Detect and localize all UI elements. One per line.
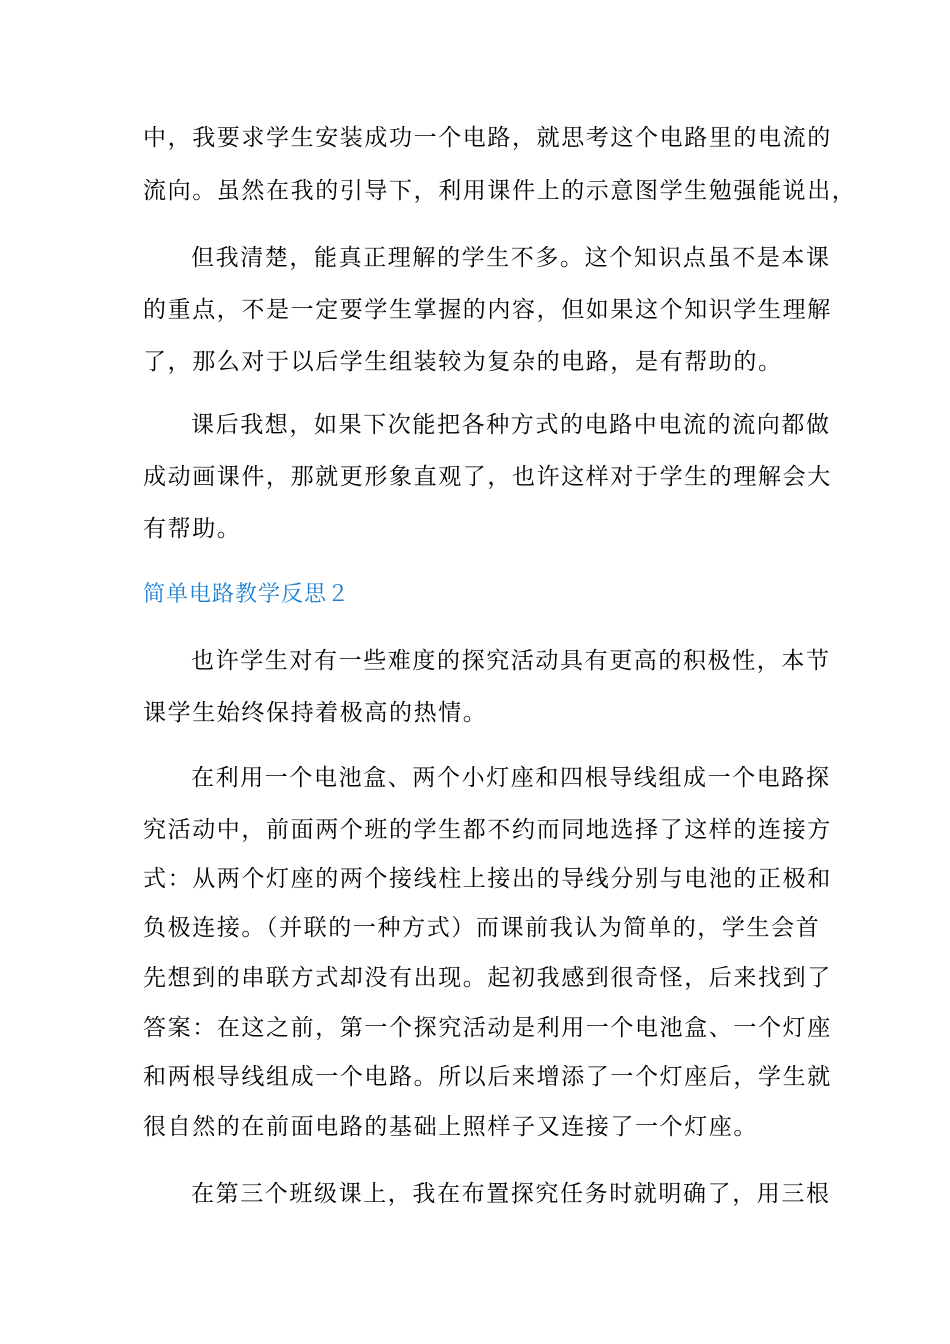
text-line: 课后我想，如果下次能把各种方式的电路中电流的流向都做 — [191, 412, 831, 438]
text-line: 但我清楚，能真正理解的学生不多。这个知识点虽不是本课 — [191, 245, 831, 271]
section-heading: 简单电路教学反思２ — [143, 582, 351, 607]
text-line: 究活动中，前面两个班的学生都不约而同地选择了这样的连接方 — [143, 817, 832, 843]
text-line: 的重点，不是一定要学生掌握的内容，但如果这个知识学生理解 — [143, 297, 832, 323]
text-line: 课学生始终保持着极高的热情。 — [143, 700, 488, 726]
text-line: 在利用一个电池盒、两个小灯座和四根导线组成一个电路探 — [191, 765, 831, 791]
text-line: 负极连接。（并联的一种方式）而课前我认为简单的，学生会首 — [143, 915, 821, 941]
text-line: 式：从两个灯座的两个接线柱上接出的导线分别与电池的正极和 — [143, 866, 832, 892]
text-line: 答案：在这之前，第一个探究活动是利用一个电池盒、一个灯座 — [143, 1015, 832, 1041]
text-line: 先想到的串联方式却没有出现。起初我感到很奇怪，后来找到了 — [143, 965, 832, 991]
text-line: 在第三个班级课上，我在布置探究任务时就明确了，用三根 — [191, 1181, 831, 1207]
text-line: 也许学生对有一些难度的探究活动具有更高的积极性，本节 — [191, 648, 831, 674]
text-line: 很自然的在前面电路的基础上照样子又连接了一个灯座。 — [143, 1114, 758, 1140]
text-line: 中，我要求学生安装成功一个电路，就思考这个电路里的电流的 — [143, 125, 832, 151]
text-line: 成动画课件，那就更形象直观了，也许这样对于学生的理解会大 — [143, 464, 832, 490]
text-line: 有帮助。 — [143, 516, 242, 542]
text-line: 流向。虽然在我的引导下，利用课件上的示意图学生勉强能说出， — [143, 178, 857, 204]
text-line: 了，那么对于以后学生组装较为复杂的电路，是有帮助的。 — [143, 349, 783, 375]
text-line: 和两根导线组成一个电路。所以后来增添了一个灯座后，学生就 — [143, 1064, 832, 1090]
